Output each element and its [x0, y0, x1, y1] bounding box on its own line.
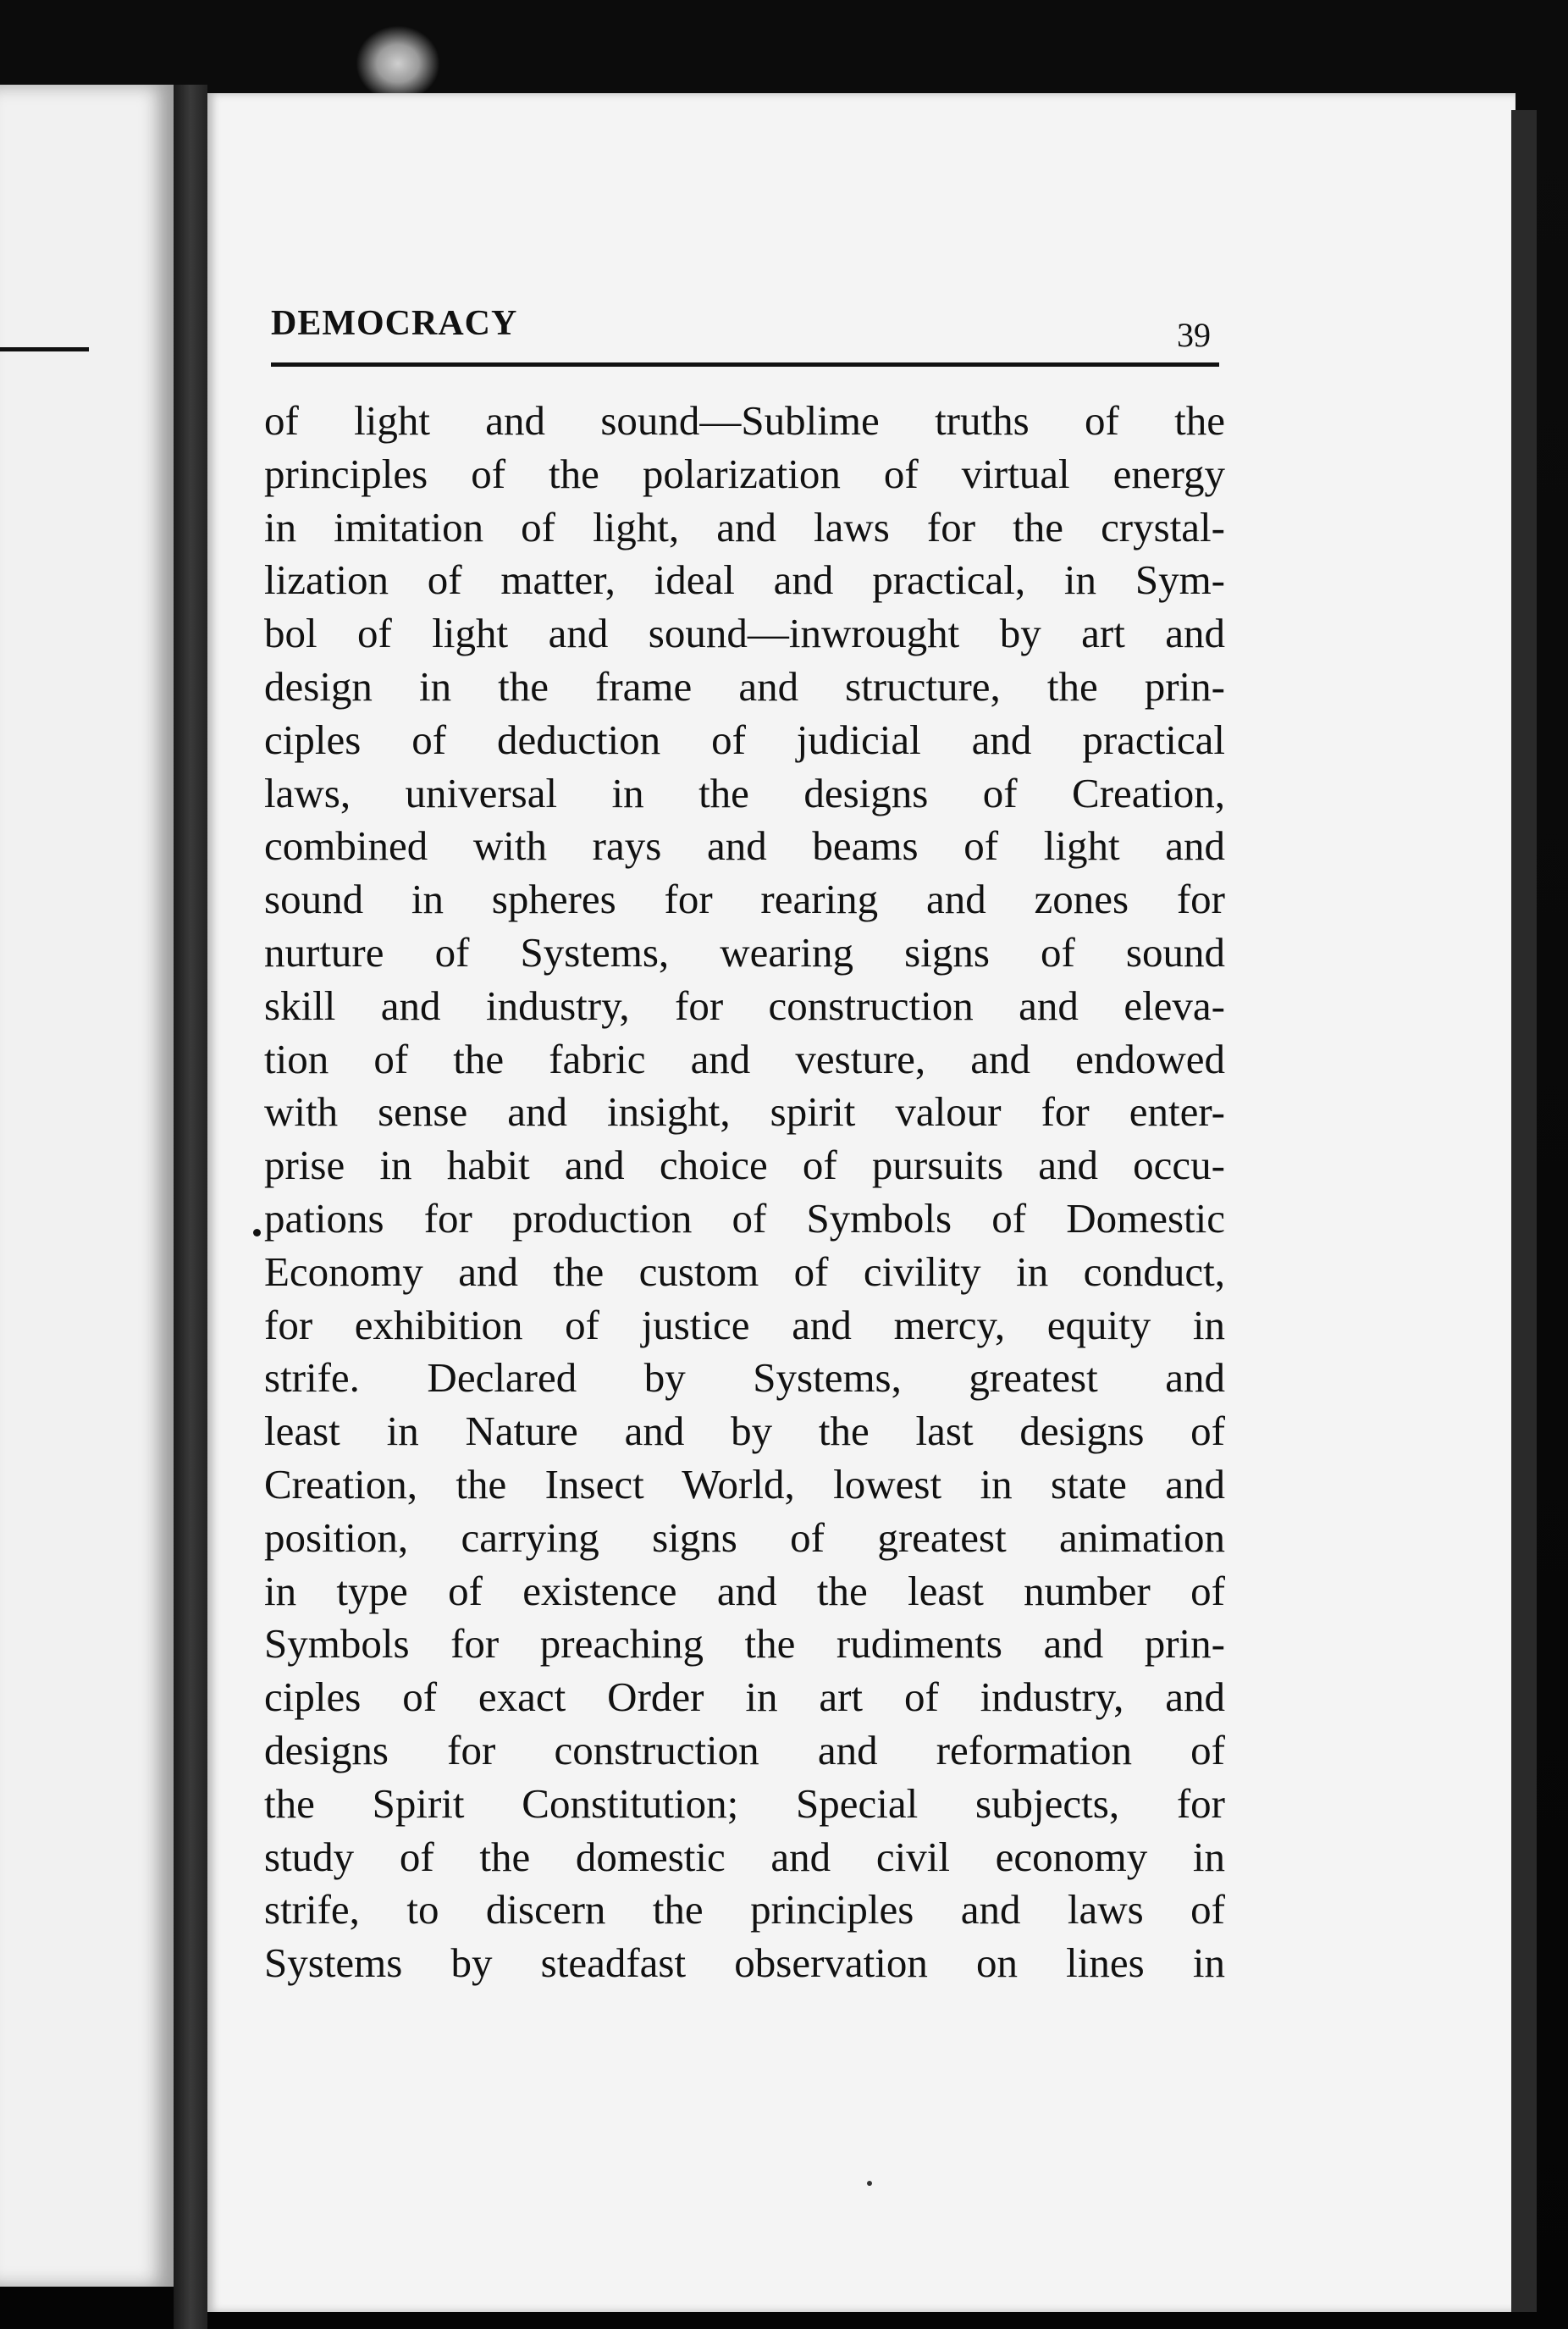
text-line: in type of existence and the least number of	[264, 1567, 1225, 1614]
text-line: with sense and insight, spirit valour for enter-	[264, 1088, 1225, 1136]
text-line: ciples of deduction of judicial and practical	[264, 716, 1225, 763]
page-number: 39	[1177, 316, 1211, 354]
body-text	[264, 395, 1225, 1990]
text-line: the Spirit Constitution; Special subjects, for	[264, 1779, 1225, 1827]
text-line: principles of the polarization of virtual energy	[264, 450, 1225, 497]
text-line: ciples of exact Order in art of industry, and	[264, 1673, 1225, 1721]
text-line: design in the frame and structure, the prin-	[264, 662, 1225, 710]
text-line: tion of the fabric and vesture, and endowed	[264, 1035, 1225, 1082]
text-line: study of the domestic and civil economy in	[264, 1833, 1225, 1880]
margin-mark	[253, 1229, 261, 1236]
text-line: for exhibition of justice and mercy, equity in	[264, 1301, 1225, 1348]
left-page-head-rule	[0, 347, 89, 351]
text-line: prise in habit and choice of pursuits and occu-	[264, 1142, 1225, 1189]
text-line: Systems by steadfast observation on lines in	[264, 1939, 1225, 1987]
text-line: Economy and the custom of civility in conduct,	[264, 1247, 1225, 1295]
text-line: Symbols for preaching the rudiments and prin-	[264, 1620, 1225, 1668]
left-facing-page	[0, 85, 174, 2287]
text-line: bol of light and sound—inwrought by art and	[264, 610, 1225, 657]
page-edge	[1511, 110, 1537, 2312]
text-line: laws, universal in the designs of Creation,	[264, 769, 1225, 816]
text-line: strife, to discern the principles and laws of	[264, 1886, 1225, 1933]
text-line: least in Nature and by the last designs of	[264, 1408, 1225, 1455]
text-line: designs for construction and reformation of	[264, 1726, 1225, 1773]
text-line: strife. Declared by Systems, greatest and	[264, 1354, 1225, 1402]
text-line: sound in spheres for rearing and zones for	[264, 876, 1225, 923]
head-rule	[271, 362, 1219, 367]
text-line: position, carrying signs of greatest animation	[264, 1513, 1225, 1561]
text-line: Creation, the Insect World, lowest in state and	[264, 1460, 1225, 1507]
text-line: lization of matter, ideal and practical, in Sym-	[264, 556, 1225, 604]
text-line: skill and industry, for construction and eleva-	[264, 982, 1225, 1029]
text-line: nurture of Systems, wearing signs of sound	[264, 928, 1225, 976]
scan-artifact	[356, 25, 440, 102]
running-head: DEMOCRACY	[271, 304, 518, 343]
stray-mark	[867, 2181, 872, 2186]
text-line: combined with rays and beams of light and	[264, 822, 1225, 870]
text-line: pations for production of Symbols of Domestic	[264, 1194, 1225, 1242]
book-gutter	[174, 85, 207, 2329]
text-line: of light and sound—Sublime truths of the	[264, 397, 1225, 444]
text-line: in imitation of light, and laws for the crystal-	[264, 503, 1225, 550]
